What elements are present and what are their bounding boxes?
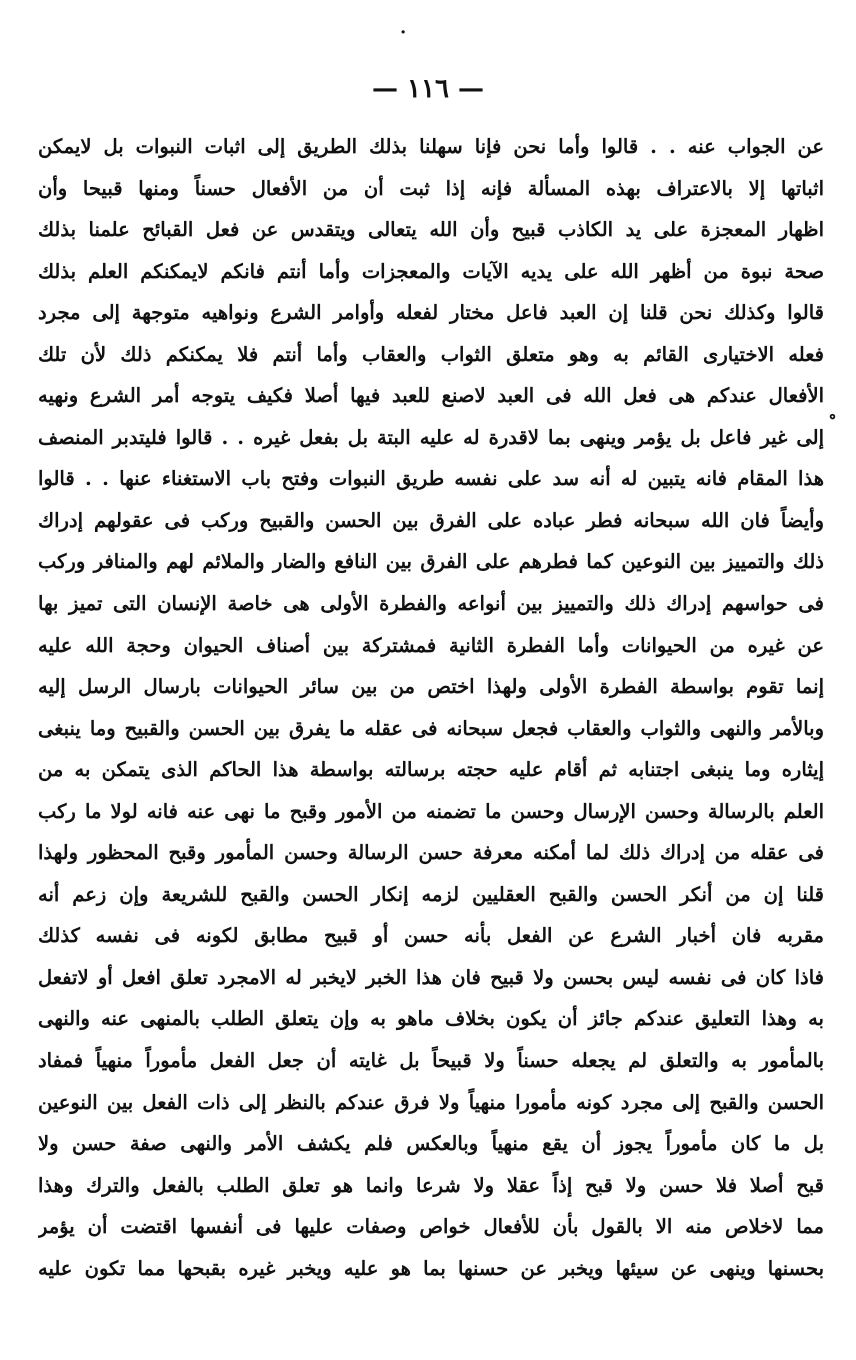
text-line: العلم بالرسالة وحسن الإرسال وحسن ما تضمنه من الأمور وقبح ما نهى عنه فانه لولا ما ركب bbox=[38, 799, 824, 823]
text-line: عن الجواب عنه . . قالوا وأما نحن فإنا سهلنا بذلك الطريق إلى اثبات النبوات بل لايمكن bbox=[38, 135, 824, 158]
text-line: به وهذا التعليق عندكم جائز أن يكون بخلاف ماهو به وإن يتعلق الطلب بالمنهى عنه والنهى bbox=[38, 1007, 824, 1031]
body-text bbox=[38, 126, 824, 1289]
text-line: اظهار المعجزة على يد الكاذب قبيح وأن الله يتعالى ويتقدس عن فعل القبائح علمنا بذلك bbox=[38, 218, 824, 242]
text-line: مما لاخلاص منه الا بالقول بأن للأفعال خواص وصفات عليها فى أنفسها اقتضت أن يؤمر bbox=[38, 1215, 824, 1239]
text-line: الحسن والقبح إلى مجرد كونه مأمورا منهياً ولا فرق عندكم بالنظر إلى ذات الفعل بين النوعين bbox=[38, 1090, 824, 1114]
text-line: فى عقله من إدراك ذلك لما أمكنه معرفة حسن الرسالة وحسن المأمور وقبح المحظور ولهذا bbox=[38, 841, 824, 865]
text-line: إلى غير فاعل بل يؤمر وينهى بما لاقدرة له عليه البتة بل بفعل غيره . . قالوا فليتدبر المنصف bbox=[38, 425, 824, 449]
page-speck: · bbox=[400, 22, 407, 43]
text-line: صحة نبوة من أظهر الله على يديه الآيات والمعجزات وأما أنتم فانكم لايمكنكم العلم بذلك bbox=[38, 259, 824, 283]
text-line: قالوا وكذلك نحن قلنا إن العبد فاعل مختار لفعله وأوامر الشرع ونواهيه متوجهة إلى مجرد bbox=[38, 301, 824, 325]
text-line: فى حواسهم إدراك ذلك والتمييز بين أنواعه والفطرة الأولى هى خاصة الإنسان التى تميز بها bbox=[38, 592, 824, 616]
text-line: اثباتها إلا بالاعتراف بهذه المسألة فإنه إذا ثبت أن من الأفعال حسناً ومنها قبيحا وأن bbox=[38, 176, 824, 200]
text-line: الأفعال عندكم هى فعل الله فى العبد لاصنع للعبد فيها أصلا فكيف يتوجه أمر الشرع ونهيه bbox=[38, 384, 824, 408]
text-line: عن غيره من الحيوانات وأما الفطرة الثانية فمشتركة بين أصناف الحيوان وحجة الله عليه bbox=[38, 633, 824, 657]
text-line: هذا المقام فانه يتبين له أنه سد على نفسه طريق النبوات وفتح باب الاستغناء عنها . . قالوا bbox=[38, 467, 824, 491]
text-line: مقربه فان أخبار الشرع عن الفعل بأنه حسن أو قبيح مطابق لكونه فى نفسه كذلك bbox=[38, 924, 824, 948]
text-line: ذلك والتمييز بين النوعين كما فطرهم على الفرق بين النافع والضار والملائم لهم والمنافر وركب bbox=[38, 550, 824, 574]
text-line: وأيضاً فان الله سبحانه فطر عباده على الفرق بين الحسن والقبيح وركب فى عقولهم إدراك bbox=[38, 508, 824, 532]
page-number: — ١١٦ — bbox=[371, 74, 485, 104]
text-line: بل ما كان مأموراً يجوز أن يقع منهياً وبالعكس فلم يكشف الأمر والنهى صفة حسن ولا bbox=[38, 1132, 824, 1156]
text-line: إنما تقوم بواسطة الفطرة الأولى ولهذا اختص من بين سائر الحيوانات بارسال الرسل إليه bbox=[38, 675, 824, 699]
text-line: فعله الاختيارى القائم به وهو متعلق الثواب والعقاب وأما أنتم فلا يمكنكم ذلك لأن تلك bbox=[38, 342, 824, 366]
text-line: إيثاره وما ينبغى اجتنابه ثم أقام عليه حجته برسالته بواسطة هذا الحاكم الذى يتمكن به من bbox=[38, 758, 824, 782]
text-line: وبالأمر والنهى والثواب والعقاب فجعل سبحانه فى عقله ما يفرق بين الحسن والقبيح وما ينبغى bbox=[38, 716, 824, 740]
text-line: قلنا إن من أنكر الحسن والقبح العقليين لزمه إنكار الحسن والقبح للشريعة وإن زعم أنه bbox=[38, 882, 824, 906]
text-line: فاذا كان فى نفسه ليس بحسن ولا قبيح فان هذا الخبر لايخبر له الامجرد تعلق افعل أو لاتفعل bbox=[38, 965, 824, 989]
text-line: بحسنها وينهى عن سيئها ويخبر عن حسنها بما هو عليه ويخبر غيره بقبحها مما تكون عليه bbox=[38, 1256, 824, 1280]
text-line: بالمأمور به والتعلق لم يجعله حسناً ولا قبيحاً بل غايته أن جعل الفعل مأموراً منهياً فمفاد bbox=[38, 1049, 824, 1073]
text-line: قبح أصلا فلا حسن ولا قبح إذاً عقلا ولا شرعا وانما هو تعلق الطلب بالفعل والترك وهذا bbox=[38, 1173, 824, 1197]
